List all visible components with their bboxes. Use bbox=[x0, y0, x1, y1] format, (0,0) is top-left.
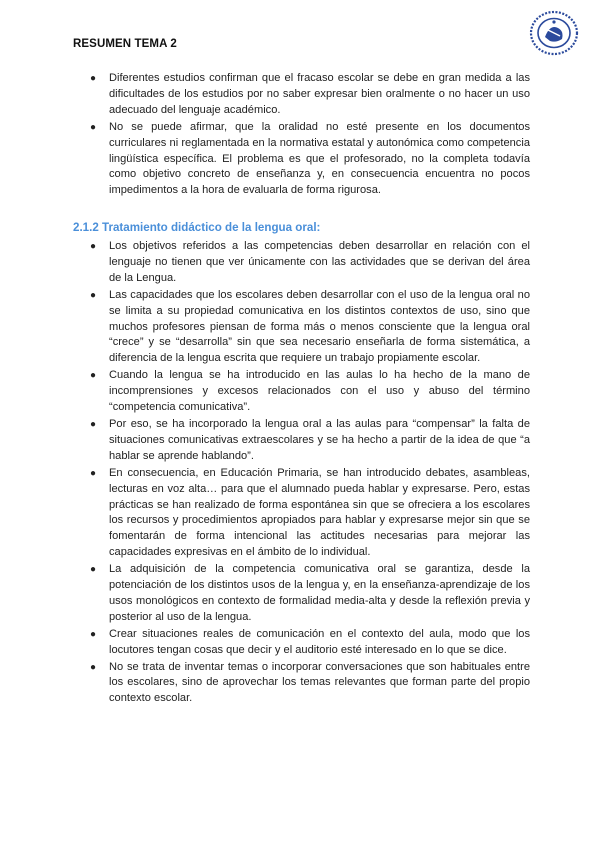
list-item bbox=[73, 71, 530, 119]
list-item bbox=[73, 660, 530, 708]
bullet-icon: ● bbox=[90, 418, 97, 430]
list-item-text: Las capacidades que los escolares deben desarrollar con el uso de la lengua oral no se limita a su propiedad comunicativa en los distintos contextos de uso, sino que muchos profesores piensan de forma más o menos consciente que la lengua oral “crece” y se “desarrolla” sin que sea necesario enseñarla de forma sistemática, a diferencia de la lengua escrita que requiere un trabajo propiamente escolar. bbox=[109, 288, 530, 365]
list-item-text: No se trata de inventar temas o incorporar conversaciones que son habituales entre los escolares, sino de aprovechar los temas relevantes que forman parte del propio contexto escolar. bbox=[109, 660, 530, 705]
intro-bullet-list bbox=[73, 71, 530, 200]
bullet-icon: ● bbox=[90, 121, 97, 133]
list-item-text: La adquisición de la competencia comunicativa oral se garantiza, desde la potenciación de los distintos usos de la lengua y, en la enseñanza-aprendizaje de los usos monológicos en contexto de formalidad media-alta y desde la reflexión previa y posterior al uso de la lengua. bbox=[109, 563, 530, 623]
list-item bbox=[73, 627, 530, 659]
bullet-icon: ● bbox=[90, 628, 97, 640]
bullet-icon: ● bbox=[90, 661, 97, 673]
list-item-text: En consecuencia, en Educación Primaria, se han introducido debates, asambleas, lecturas en voz alta… para que el alumnado pueda hablar y expresarse. Pero, estas prácticas se han realizado de forma espontánea sin que se ofreciera a los escolares los recursos y procedimientos apropiados para hablar y expresarse mejor sin que se fomentarán de forma intencional las actitudes necesarias para mejorar las capacidades expresivas en el ámbito de lo individual. bbox=[109, 466, 530, 559]
section-heading: 2.1.2 Tratamiento didáctico de la lengua oral: bbox=[73, 221, 321, 234]
list-item-text: No se puede afirmar, que la oralidad no esté presente en los documentos curriculares ni reglamentada en la normativa estatal y autonómica como competencia lingüística específica. El problema es que el profesorado, no la completa todavía como objetivo concreto de enseñanza y, en consecuencia encuentra no pocos impedimentos a la hora de evaluarla de forma rigurosa. bbox=[109, 120, 530, 197]
list-item-text: Los objetivos referidos a las competencias deben desarrollar en relación con el lenguaje no tienen que ver únicamente con las actividades que se derivan del área de la Lengua. bbox=[109, 240, 530, 284]
list-item-text: Diferentes estudios confirman que el fracaso escolar se debe en gran medida a las dificultades de los estudios por no saber expresar bien oralmente o no hacer un uso adecuado del lenguaje académico. bbox=[109, 72, 530, 116]
bullet-icon: ● bbox=[90, 73, 97, 84]
list-item-text: Cuando la lengua se ha introducido en las aulas lo ha hecho de la mano de incomprensiones y excesos relacionados con el uso y abuso del término “competencia comunicativa”. bbox=[109, 369, 530, 414]
list-item bbox=[73, 120, 530, 200]
list-item bbox=[73, 368, 530, 416]
list-item bbox=[73, 239, 530, 287]
section-bullet-list bbox=[73, 239, 530, 708]
header-title: RESUMEN TEMA 2 bbox=[73, 38, 177, 50]
bullet-icon: ● bbox=[90, 370, 97, 382]
list-item bbox=[73, 466, 530, 561]
list-item-text: Crear situaciones reales de comunicación en el contexto del aula, modo que los locutores tengan cosas que decir y el auditorio esté interesado en lo que se dice. bbox=[109, 627, 530, 656]
bullet-icon: ● bbox=[90, 241, 97, 252]
list-item bbox=[73, 562, 530, 626]
bullet-icon: ● bbox=[90, 467, 97, 479]
bullet-icon: ● bbox=[90, 564, 97, 576]
bullet-icon: ● bbox=[90, 289, 97, 301]
list-item bbox=[73, 288, 530, 368]
list-item bbox=[73, 417, 530, 465]
list-item-text: Por eso, se ha incorporado la lengua oral a las aulas para “compensar” la falta de situaciones comunicativas extraescolares y se ha hecho a partir de la idea de que “a hablar se aprende hablando”. bbox=[109, 417, 530, 462]
university-seal-logo bbox=[528, 10, 580, 56]
